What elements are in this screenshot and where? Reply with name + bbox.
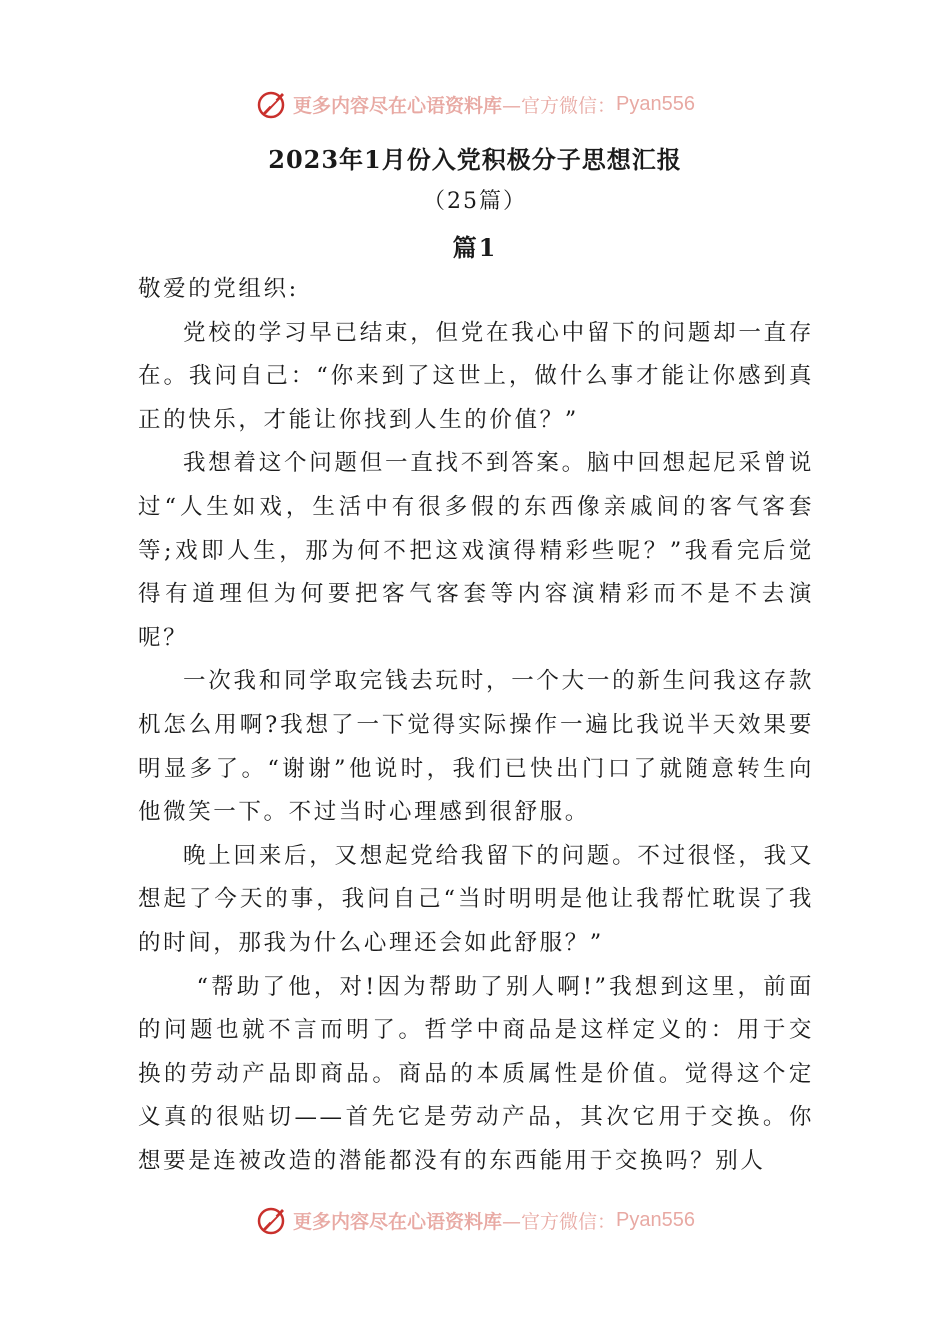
salutation: 敬爱的党组织:	[138, 276, 299, 302]
watermark-brand: 更多内容尽在心语资料库	[293, 1210, 503, 1233]
paragraph: 一次我和同学取完钱去玩时，一个大一的新生问我这存款机怎么用啊?我想了一下觉得实际操作一遍比我说半天效果要明显多了。“谢谢”他说时，我们已快出门口了就随意转生向他微笑一下。不过当时心理感到很舒服。	[138, 668, 814, 826]
document-body	[138, 268, 814, 1183]
paragraph: 党校的学习早已结束，但党在我心中留下的问题却一直存在。我问自己：“你来到了这世上，做什么事才能让你感到真正的快乐，才能让你找到人生的价值？”	[138, 319, 814, 433]
watermark-official: —官方微信：	[502, 1210, 617, 1233]
paragraph: 晚上回来后，又想起党给我留下的问题。不过很怪，我又想起了今天的事，我问自己“当时明明是他让我帮忙耽误了我的时间，那我为什么心理还会如此舒服？”	[138, 842, 814, 956]
feather-pen-icon	[255, 87, 289, 121]
paragraph: “帮助了他，对!因为帮助了别人啊!”我想到这里，前面的问题也就不言而明了。哲学中商品是这样定义的：用于交换的劳动产品即商品。商品的本质属性是价值。觉得这个定义真的很贴切——首先它是劳动产品，其次它用于交换。你想要是连被改造的潜能都没有的东西能用于交换吗？别人	[138, 973, 814, 1174]
document-subtitle: （25篇）	[423, 189, 527, 214]
watermark-wechat-id: Pyan556	[616, 1208, 695, 1231]
section-heading: 篇1	[452, 233, 498, 262]
paragraph: 我想着这个问题但一直找不到答案。脑中回想起尼采曾说过“人生如戏，生活中有很多假的东西像亲戚间的客气客套等;戏即人生，那为何不把这戏演得精彩些呢？”我看完后觉得有道理但为何要把客气客套等内容演精彩而不是不去演呢？	[138, 450, 814, 651]
watermark-header	[0, 84, 950, 124]
document-title: 2023年1月份入党积极分子思想汇报	[268, 145, 682, 174]
watermark-wechat-id: Pyan556	[616, 92, 695, 115]
watermark-brand: 更多内容尽在心语资料库	[293, 94, 503, 117]
feather-pen-icon	[255, 1203, 289, 1237]
watermark-official: —官方微信：	[502, 94, 617, 117]
watermark-footer	[0, 1200, 950, 1240]
